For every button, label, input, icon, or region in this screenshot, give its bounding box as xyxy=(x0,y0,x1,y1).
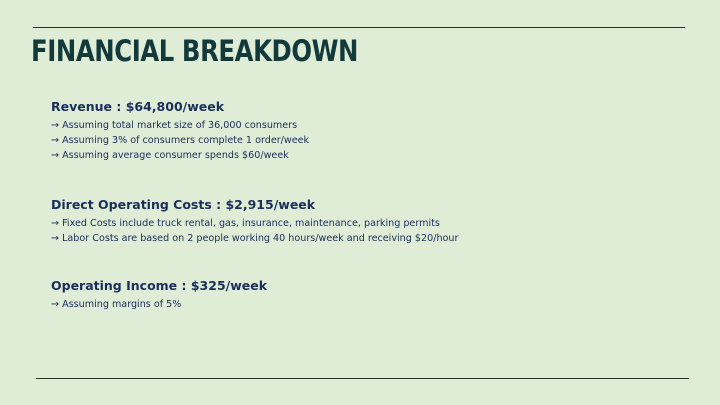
operating-income-heading: Operating Income : $325/week xyxy=(51,278,268,293)
revenue-bullet: → Assuming total market size of 36,000 consumers xyxy=(51,120,298,131)
operating-costs-section xyxy=(51,196,691,246)
top-divider xyxy=(33,27,685,28)
operating-costs-bullet: → Fixed Costs include truck rental, gas, insurance, maintenance, parking permits xyxy=(51,218,440,229)
operating-income-section xyxy=(51,277,691,312)
operating-income-bullet: → Assuming margins of 5% xyxy=(51,299,182,310)
slide-title: FINANCIAL BREAKDOWN xyxy=(31,34,359,68)
operating-costs-bullet: → Labor Costs are based on 2 people working 40 hours/week and receiving $20/hour xyxy=(51,233,459,245)
bottom-divider xyxy=(36,378,689,379)
revenue-bullet: → Assuming 3% of consumers complete 1 order/week xyxy=(51,135,310,147)
revenue-section xyxy=(51,98,691,164)
operating-costs-heading: Direct Operating Costs : $2,915/week xyxy=(51,197,316,212)
revenue-heading: Revenue : $64,800/week xyxy=(51,99,225,114)
revenue-bullet: → Assuming average consumer spends $60/week xyxy=(51,150,289,162)
